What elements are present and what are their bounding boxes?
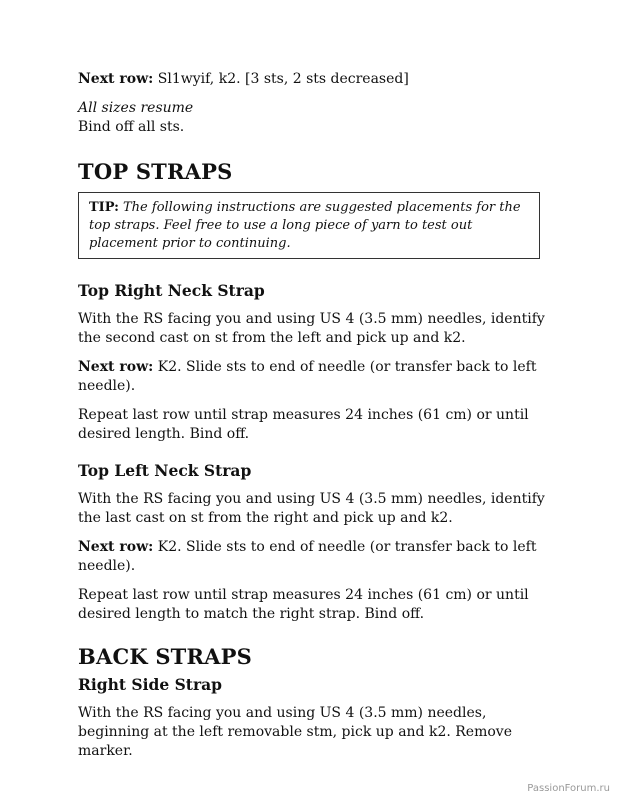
- bind-off-instruction: Bind off all sts.: [78, 119, 185, 135]
- left-neck-paragraph-1: With the RS facing you and using US 4 (3.5 mm) needles, identify the last cast on st from the right and pick up and k2.: [78, 491, 545, 526]
- right-neck-paragraph-3: Repeat last row until strap measures 24 inches (61 cm) or until desired length. Bind off.: [78, 407, 529, 442]
- next-row-label: Next row:: [78, 71, 154, 87]
- watermark: PassionForum.ru: [527, 783, 610, 794]
- document-page: [78, 70, 548, 761]
- right-neck-next-row: Next row: K2. Slide sts to end of needle (or transfer back to left needle).: [78, 359, 537, 394]
- tip-box: [78, 192, 540, 259]
- tip-text: The following instructions are suggested placements for the top straps. Feel free to use a long piece of yarn to test out placement prior to continuing.: [89, 200, 521, 251]
- next-row-text: Sl1wyif, k2. [3 sts, 2 sts decreased]: [153, 71, 409, 87]
- back-straps-heading: BACK STRAPS: [78, 644, 253, 669]
- right-neck-paragraph-1: With the RS facing you and using US 4 (3.5 mm) needles, identify the second cast on st from the left and pick up and k2.: [78, 311, 545, 346]
- top-straps-heading: TOP STRAPS: [78, 159, 233, 184]
- right-side-strap-heading: Right Side Strap: [78, 675, 223, 694]
- intro-next-row: [78, 70, 548, 89]
- left-neck-next-row: Next row: K2. Slide sts to end of needle (or transfer back to left needle).: [78, 539, 537, 574]
- top-left-neck-strap-heading: Top Left Neck Strap: [78, 461, 252, 480]
- left-neck-paragraph-3: Repeat last row until strap measures 24 inches (61 cm) or until desired length to match the right strap. Bind off.: [78, 587, 529, 622]
- right-side-strap-paragraph: With the RS facing you and using US 4 (3.5 mm) needles, beginning at the left removable stm, pick up and k2. Remove marker.: [78, 705, 512, 759]
- top-right-neck-strap-heading: Top Right Neck Strap: [78, 281, 265, 300]
- tip-label: TIP:: [89, 200, 119, 215]
- all-sizes-note: All sizes resume: [78, 100, 194, 116]
